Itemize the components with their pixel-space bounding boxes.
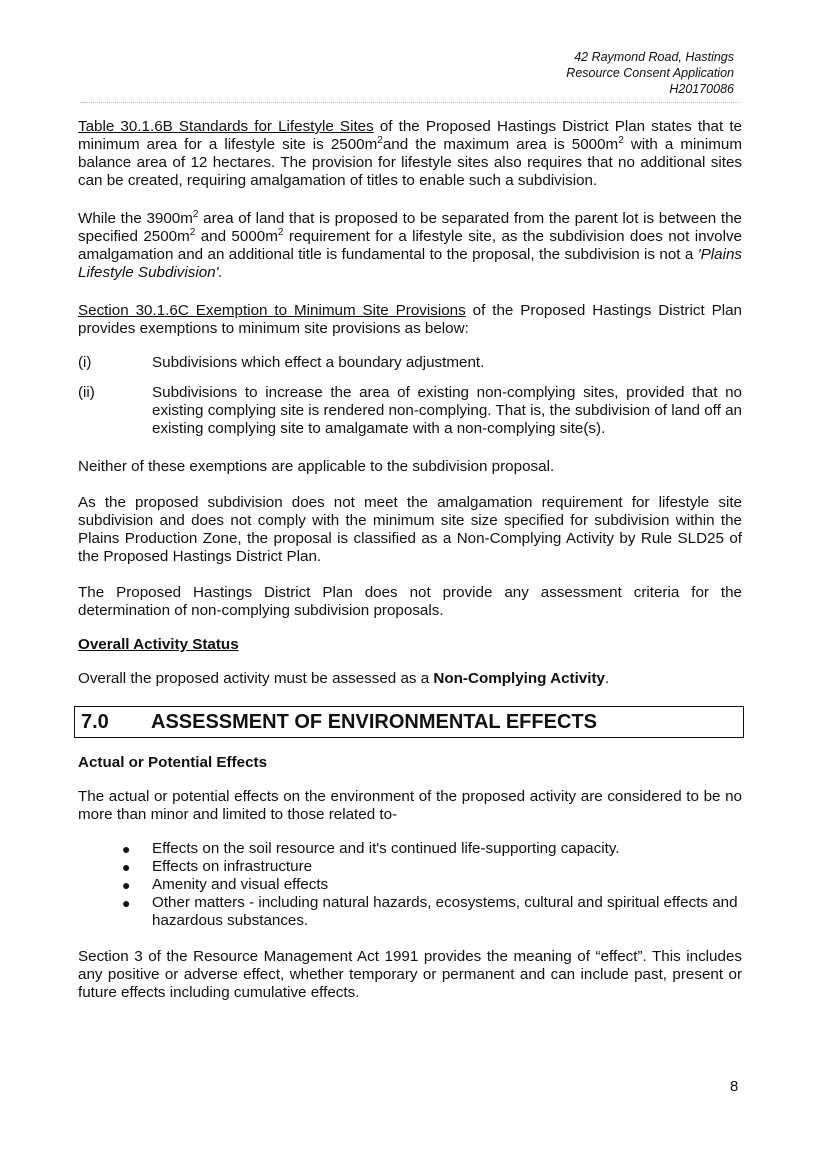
reference-section-30-1-6c: Section 30.1.6C Exemption to Minimum Site Provisions	[78, 302, 466, 319]
paragraph-lifestyle-standards: Table 30.1.6B Standards for Lifestyle Sites of the Proposed Hastings District Plan states that te minimum area for a lifestyle site is $2500m^2and$ the maximum area is $5000m^2$ with a minimum balance area of 12 hectares. The provision for lifestyle sites also requires that no additional sites can be created, requiring amalgamation of titles to enable such a subdivision.	[78, 118, 742, 189]
list-item-number: (ii)	[78, 384, 95, 401]
list-item-text: Subdivisions to increase the area of existing non-complying sites, provided that no existing complying site is rendered non-complying. That is, the subdivision of land off an existing complying site to amalgamate with a non-complying site(s).	[152, 384, 742, 437]
list-item	[78, 354, 742, 372]
paragraph-overall-status: Overall the proposed activity must be assessed as a Non-Complying Activity.	[78, 670, 610, 687]
header-divider	[80, 102, 740, 103]
bullet-icon: ●	[122, 859, 131, 875]
paragraph-effects-intro: The actual or potential effects on the environment of the proposed activity are considered to be no more than minor and limited to those related to-	[78, 788, 742, 823]
section-title: ASSESSMENT OF ENVIRONMENTAL EFFECTS	[151, 711, 597, 733]
list-item-text: Effects on the soil resource and it's continued life-supporting capacity.	[152, 840, 620, 857]
list-item-text: Other matters - including natural hazards, ecosystems, cultural and spiritual effects and hazardous substances.	[152, 894, 738, 929]
bullet-icon: ●	[122, 877, 131, 893]
effects-list	[122, 840, 742, 930]
paragraph-assessment-criteria: The Proposed Hastings District Plan does not provide any assessment criteria for the determination of non-complying subdivision proposals.	[78, 584, 742, 619]
list-item	[122, 894, 742, 930]
heading-actual-potential-effects: Actual or Potential Effects	[78, 754, 268, 771]
list-item-text: Subdivisions which effect a boundary adjustment.	[152, 354, 485, 371]
list-item	[78, 384, 742, 438]
section-number: 7.0	[81, 711, 109, 733]
paragraph-exemptions-not-applicable: Neither of these exemptions are applicable to the subdivision proposal.	[78, 458, 555, 475]
paragraph-land-area: While the $3900m^2$ area of land that is proposed to be separated from the parent lot is between the specified $2500m^2$ and $5000m^2$ requirement for a lifestyle site, as the subdivision does not involve amalgamation and an additional title is fundamental to the proposal, the subdivision is not a 'Plains Lifestyle Subdivision'.	[78, 208, 743, 281]
bullet-icon: ●	[122, 841, 131, 857]
list-item-text: Amenity and visual effects	[152, 876, 329, 893]
list-item-number: (i)	[78, 354, 92, 371]
reference-table-30-1-6b: Table 30.1.6B Standards for Lifestyle Sites	[78, 118, 374, 135]
page-body	[78, 118, 742, 1002]
page-number: 8	[730, 1078, 739, 1095]
paragraph-effect-definition: Section 3 of the Resource Management Act 1991 provides the meaning of “effect”. This includes any positive or adverse effect, whether temporary or permanent and can include past, present or future effects including cumulative effects.	[78, 948, 742, 1001]
paragraph-exemptions-intro: Section 30.1.6C Exemption to Minimum Site Provisions of the Proposed Hastings District Plan provides exemptions to minimum site provisions as below:	[78, 302, 742, 337]
bullet-icon: ●	[122, 895, 131, 911]
list-item	[122, 876, 742, 894]
list-item	[122, 840, 742, 858]
list-item-text: Effects on infrastructure	[152, 858, 313, 875]
header-reference: H20170086	[669, 82, 734, 96]
exemption-list	[78, 354, 742, 438]
heading-overall-activity-status: Overall Activity Status	[78, 636, 239, 653]
section-heading-7	[74, 706, 744, 738]
paragraph-classification: As the proposed subdivision does not meet the amalgamation requirement for lifestyle site subdivision and does not comply with the minimum site size specified for subdivision within the Plains Production Zone, the proposal is classified as a Non-Complying Activity by Rule SLD25 of the Proposed Hastings District Plan.	[78, 494, 742, 565]
header-doc-type: Resource Consent Application	[566, 66, 734, 80]
header-address: 42 Raymond Road, Hastings	[574, 50, 734, 64]
document-header	[566, 49, 734, 97]
list-item	[122, 858, 742, 876]
